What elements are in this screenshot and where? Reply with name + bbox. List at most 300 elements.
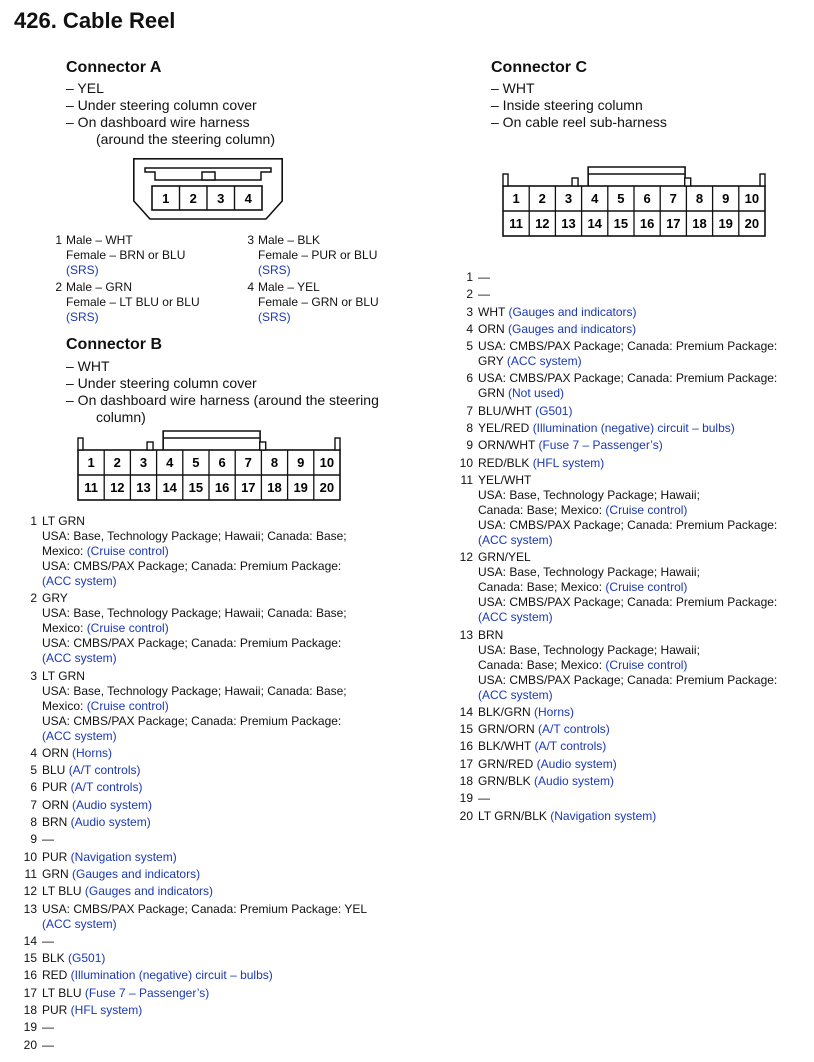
- pin-text: USA: CMBS/PAX Package; Canada: Premium Package:: [42, 713, 342, 728]
- connector-b-heading: Connector B: [66, 336, 162, 353]
- pin-description-line: [42, 798, 367, 813]
- connector-b-key-notch: [260, 442, 266, 450]
- detail-line: – On dashboard wire harness (around the steering: [66, 392, 379, 408]
- pin-circuit-link[interactable]: (SRS): [258, 263, 291, 277]
- terminal-label: 17: [666, 216, 681, 231]
- circuit-link[interactable]: (G501): [68, 951, 106, 966]
- connector-a-key: [202, 172, 215, 180]
- connector-b-corner-latch: [78, 438, 83, 450]
- terminal-label: 13: [561, 216, 576, 231]
- terminal-label: 2: [113, 455, 121, 470]
- pin-description-line: [42, 986, 367, 1001]
- pin-description-line: [42, 902, 367, 917]
- pin-number: 12: [23, 884, 37, 899]
- connector-c-pin-row: [458, 757, 777, 772]
- pin-description-line: [478, 305, 777, 320]
- circuit-link[interactable]: (Fuse 7 – Passenger’s): [538, 438, 663, 453]
- terminal-label: 1: [162, 191, 170, 206]
- connector-b-pin-row: [22, 968, 367, 983]
- terminal-label: 16: [639, 216, 655, 231]
- pin-description-line: [478, 438, 777, 453]
- pin-description-line: [42, 746, 367, 761]
- connector-b-details: [66, 358, 379, 426]
- circuit-link[interactable]: (Audio system): [534, 774, 615, 789]
- pin-number: 3: [247, 233, 254, 247]
- connector-c-details: [491, 80, 667, 131]
- terminal-label: 5: [192, 455, 200, 470]
- pin-number: 1: [30, 514, 37, 528]
- pin-text: —: [42, 933, 54, 948]
- pin-description-line: [478, 610, 777, 625]
- terminal-label: 9: [722, 191, 730, 206]
- pin-female: Female – BRN or BLU: [66, 248, 186, 262]
- detail-line: column): [96, 409, 146, 425]
- connector-c-corner-latch: [760, 174, 765, 186]
- pin-description-line: [42, 763, 367, 778]
- pin-description-line: [42, 832, 367, 847]
- connector-a-details: [66, 80, 275, 148]
- pin-description-line: [478, 371, 777, 386]
- pin-number: 4: [466, 321, 473, 336]
- pin-text: LT GRN: [42, 514, 85, 528]
- pin-number: 14: [459, 704, 473, 719]
- connector-b-pin-row: [22, 514, 367, 589]
- pin-text: LT GRN: [42, 668, 85, 683]
- pin-number: 14: [23, 933, 37, 948]
- pin-number: 6: [466, 371, 473, 386]
- connector-c-pin-row: [458, 270, 777, 285]
- connector-c-pin-row: [458, 774, 777, 789]
- pin-number: 4: [247, 280, 254, 294]
- connector-c-pin-row: [458, 421, 777, 436]
- circuit-link[interactable]: (Cruise control): [86, 698, 169, 713]
- pin-text: BLU: [42, 763, 69, 778]
- pin-text: GRY: [478, 354, 507, 369]
- pin-description-line: [42, 867, 367, 882]
- circuit-link[interactable]: (Gauges and indicators): [508, 321, 637, 336]
- pin-description-line: [478, 354, 777, 369]
- pin-number: 16: [23, 968, 37, 983]
- circuit-link[interactable]: (Illumination (negative) circuit – bulbs): [532, 421, 735, 436]
- pin-number: 3: [30, 668, 37, 683]
- terminal-label: 20: [744, 216, 760, 231]
- circuit-link[interactable]: (Gauges and indicators): [84, 884, 213, 899]
- pin-number: 13: [459, 627, 473, 642]
- terminal-label: 14: [162, 480, 177, 495]
- terminal-label: 18: [267, 480, 282, 495]
- pin-description-line: [42, 1020, 367, 1035]
- pin-number: 12: [459, 550, 473, 565]
- detail-line: – Inside steering column: [491, 97, 643, 113]
- pin-text: GRN/BLK: [478, 774, 535, 789]
- circuit-link[interactable]: (Cruise control): [605, 657, 688, 672]
- pin-text: USA: CMBS/PAX Package; Canada: Premium Package:: [478, 517, 778, 532]
- pin-description-line: [42, 951, 367, 966]
- pin-text: BLU/WHT: [478, 403, 536, 418]
- pin-text: YEL/WHT: [478, 472, 532, 487]
- circuit-link[interactable]: (Gauges and indicators): [72, 866, 201, 881]
- pin-number: 5: [30, 763, 37, 778]
- circuit-link[interactable]: (Gauges and indicators): [508, 304, 637, 319]
- connector-b-pin-row: [22, 591, 367, 666]
- pin-text: USA: CMBS/PAX Package; Canada: Premium Package: YEL: [42, 901, 368, 916]
- pin-text: Mexico:: [42, 698, 87, 713]
- connector-c-key-notch: [685, 178, 691, 186]
- pin-number: 18: [23, 1003, 37, 1018]
- circuit-link[interactable]: (ACC system): [478, 532, 553, 547]
- pin-female: Female – GRN or BLU: [258, 295, 379, 309]
- pin-description-line: [42, 815, 367, 830]
- pin-description-line: [42, 514, 367, 529]
- connector-b-pin-row: [22, 763, 367, 778]
- connector-c-corner-latch: [503, 174, 508, 186]
- circuit-link[interactable]: (ACC system): [42, 574, 117, 588]
- pin-description-line: [478, 580, 777, 595]
- circuit-link[interactable]: (Navigation system): [70, 849, 177, 864]
- circuit-link[interactable]: (ACC system): [506, 354, 582, 369]
- terminal-label: 5: [617, 191, 625, 206]
- connector-c-pin-row: [458, 473, 777, 548]
- pin-text: ORN: [478, 321, 508, 336]
- connector-b-pin-row: [22, 867, 367, 882]
- terminal-label: 6: [218, 455, 226, 470]
- pin-number: 10: [23, 849, 37, 864]
- pin-text: GRN: [42, 866, 72, 881]
- circuit-link[interactable]: (Illumination (negative) circuit – bulbs): [70, 968, 273, 983]
- pin-description-line: [42, 684, 367, 699]
- connector-c-pin-row: [458, 456, 777, 471]
- terminal-label: 4: [591, 191, 599, 206]
- pin-text: USA: Base, Technology Package; Hawaii; Canada: Base;: [42, 529, 347, 543]
- pin-text: —: [478, 270, 490, 284]
- terminal-label: 9: [297, 455, 305, 470]
- terminal-label: 3: [217, 191, 225, 206]
- connector-c-diagram: [502, 166, 767, 240]
- circuit-link[interactable]: (Cruise control): [86, 544, 169, 558]
- pin-description-line: [478, 473, 777, 488]
- terminal-label: 3: [564, 191, 573, 206]
- connector-b-pin-row: [22, 850, 367, 865]
- connector-a-pin-2: [52, 280, 242, 325]
- pin-text: LT GRN/BLK: [478, 808, 551, 823]
- connector-b-pin-row: [22, 798, 367, 813]
- terminal-label: 1: [512, 191, 520, 206]
- pin-text: RED/BLK: [478, 455, 533, 470]
- pin-text: BLK/WHT: [478, 739, 535, 754]
- circuit-link[interactable]: (Not used): [508, 386, 565, 401]
- pin-description-line: [42, 636, 367, 651]
- connector-b-pin-row: [22, 884, 367, 899]
- pin-number: 1: [55, 233, 62, 247]
- pin-circuit-link[interactable]: (SRS): [66, 310, 99, 324]
- pin-text: USA: Base, Technology Package; Hawaii; Canada: Base;: [42, 606, 347, 621]
- pin-number: 13: [23, 901, 37, 916]
- pin-description-line: [42, 1038, 367, 1053]
- terminal-label: 14: [587, 216, 602, 231]
- pin-number: 5: [466, 339, 473, 354]
- pin-text: BRN: [478, 627, 504, 642]
- pin-male: Male – YEL: [258, 280, 320, 294]
- connector-a-pin-1: [52, 233, 242, 278]
- pin-description-line: [478, 287, 777, 302]
- connector-c-pin-row: [458, 287, 777, 302]
- circuit-link[interactable]: (HFL system): [532, 455, 605, 470]
- pin-description-line: [42, 606, 367, 621]
- pin-text: USA: Base, Technology Package; Hawaii; Canada: Base;: [42, 683, 347, 698]
- connector-b-pin-row: [22, 669, 367, 744]
- pin-number: 17: [459, 756, 473, 771]
- pin-description-line: [42, 651, 367, 666]
- pin-number: 9: [30, 832, 37, 847]
- connector-b-pin-row: [22, 780, 367, 795]
- pin-text: LT BLU: [42, 884, 85, 899]
- terminal-label: 8: [270, 455, 279, 470]
- pin-number: 2: [55, 280, 62, 294]
- connector-b-key-notch: [147, 442, 153, 450]
- detail-line: – WHT: [66, 358, 110, 374]
- circuit-link[interactable]: (ACC system): [42, 728, 117, 743]
- connector-b-pin-row: [22, 746, 367, 761]
- connector-b-diagram: [77, 430, 342, 504]
- connector-a-heading: Connector A: [66, 59, 162, 76]
- connector-a-pin-4: [244, 280, 434, 325]
- pin-description-line: [478, 339, 777, 354]
- pin-description-line: [478, 533, 777, 548]
- circuit-link[interactable]: (Fuse 7 – Passenger’s): [84, 985, 210, 1000]
- pin-female: Female – LT BLU or BLU: [66, 295, 200, 309]
- connector-a-pin-3: [244, 233, 434, 278]
- terminal-label: 18: [692, 216, 707, 231]
- circuit-link[interactable]: (ACC system): [42, 651, 117, 666]
- pin-description-line: [478, 595, 777, 610]
- terminal-label: 4: [166, 455, 174, 470]
- pin-text: LT BLU: [42, 985, 85, 1000]
- connector-c-pin-row: [458, 322, 777, 337]
- terminal-label: 15: [613, 216, 629, 231]
- pin-description-line: [478, 503, 777, 518]
- pin-text: —: [42, 1037, 54, 1052]
- pin-text: Mexico:: [42, 621, 87, 636]
- pin-description-line: [478, 386, 777, 401]
- circuit-link[interactable]: (ACC system): [478, 610, 553, 625]
- pin-number: 18: [459, 774, 473, 789]
- pin-number: 20: [459, 808, 473, 823]
- detail-line: (around the steering column): [96, 131, 275, 147]
- pin-number: 7: [466, 403, 473, 418]
- connector-c-pin-row: [458, 550, 777, 625]
- pin-number: 11: [460, 472, 473, 487]
- pin-number: 6: [30, 780, 37, 795]
- terminal-label: 12: [110, 480, 125, 495]
- terminal-label: 19: [718, 216, 733, 231]
- pin-text: PUR: [42, 780, 71, 795]
- terminal-label: 12: [535, 216, 550, 231]
- pin-number: 2: [30, 591, 37, 606]
- connector-c-pin-row: [458, 628, 777, 703]
- connector-c-pin-row: [458, 438, 777, 453]
- circuit-link[interactable]: (Cruise control): [605, 580, 688, 595]
- pin-description-line: [42, 669, 367, 684]
- pin-circuit-link[interactable]: (SRS): [66, 263, 99, 277]
- detail-line: – YEL: [66, 80, 104, 96]
- pin-text: Mexico:: [42, 544, 87, 558]
- page-title: 426. Cable Reel: [14, 8, 176, 33]
- circuit-link[interactable]: (Audio system): [72, 797, 153, 812]
- pin-description-line: [42, 591, 367, 606]
- pin-text: USA: CMBS/PAX Package; Canada: Premium Package:: [42, 559, 342, 573]
- pin-number: 16: [459, 739, 473, 754]
- pin-description-line: [478, 322, 777, 337]
- pin-text: USA: CMBS/PAX Package; Canada: Premium Package:: [478, 672, 778, 687]
- pin-text: BLK: [42, 951, 69, 966]
- pin-number: 19: [459, 791, 473, 806]
- pin-number: 8: [466, 421, 473, 436]
- pin-description-line: [42, 1003, 367, 1018]
- circuit-link[interactable]: (Horns): [534, 704, 575, 719]
- pin-text: USA: CMBS/PAX Package; Canada: Premium Package:: [478, 339, 778, 354]
- circuit-link[interactable]: (Navigation system): [550, 808, 657, 823]
- circuit-link[interactable]: (Horns): [72, 745, 113, 760]
- detail-line: – Under steering column cover: [66, 375, 257, 391]
- pin-description-line: [478, 456, 777, 471]
- pin-number: 20: [23, 1037, 37, 1052]
- terminal-label: 1: [87, 455, 95, 470]
- terminal-label: 3: [139, 455, 148, 470]
- pin-number: 17: [23, 985, 37, 1000]
- pin-description-line: [42, 621, 367, 636]
- circuit-link[interactable]: (A/T controls): [68, 763, 141, 778]
- pin-number: 8: [30, 815, 37, 830]
- pin-text: USA: CMBS/PAX Package; Canada: Premium Package:: [478, 595, 778, 610]
- pin-text: GRN/RED: [478, 756, 537, 771]
- pin-description-line: [478, 673, 777, 688]
- pin-male: Male – BLK: [258, 233, 321, 247]
- pin-description-line: [42, 968, 367, 983]
- pin-number: 4: [30, 745, 37, 760]
- connector-c-pin-row: [458, 371, 777, 401]
- connector-b-corner-latch: [335, 438, 340, 450]
- pin-text: Canada: Base; Mexico:: [478, 657, 606, 672]
- pin-description-line: [478, 739, 777, 754]
- pin-number: 15: [23, 951, 37, 966]
- pin-description-line: [478, 658, 777, 673]
- circuit-link[interactable]: (A/T controls): [534, 739, 607, 754]
- circuit-link[interactable]: (HFL system): [70, 1003, 143, 1018]
- connector-b-pin-row: [22, 934, 367, 949]
- pin-description-line: [42, 574, 367, 589]
- pin-male: Male – WHT: [66, 233, 133, 247]
- pin-text: PUR: [42, 1003, 71, 1018]
- connector-b-pin-row: [22, 1020, 367, 1035]
- pin-circuit-link[interactable]: (SRS): [258, 310, 291, 324]
- connector-c-pin-list: [458, 270, 777, 826]
- detail-line: – WHT: [491, 80, 535, 96]
- circuit-link[interactable]: (Audio system): [536, 756, 617, 771]
- pin-number: 3: [466, 304, 473, 319]
- terminal-label: 4: [244, 191, 252, 206]
- pin-description-line: [478, 757, 777, 772]
- pin-text: YEL/RED: [478, 421, 533, 436]
- pin-description-line: [42, 780, 367, 795]
- connector-c-pin-row: [458, 739, 777, 754]
- pin-number: 1: [466, 270, 473, 284]
- connector-b-pin-row: [22, 902, 367, 932]
- circuit-link[interactable]: (A/T controls): [538, 722, 610, 737]
- pin-description-line: [478, 488, 777, 503]
- terminal-label: 10: [744, 191, 760, 206]
- pin-description-line: [478, 791, 777, 806]
- connector-c-key-notch: [572, 178, 578, 186]
- pin-text: GRY: [42, 591, 68, 606]
- pin-text: ORN: [42, 745, 72, 760]
- pin-description-line: [478, 421, 777, 436]
- terminal-label: 17: [241, 480, 256, 495]
- pin-description-line: [42, 559, 367, 574]
- pin-text: USA: Base, Technology Package; Hawaii;: [478, 642, 700, 657]
- pin-text: ORN/WHT: [478, 438, 539, 453]
- circuit-link[interactable]: (Cruise control): [86, 621, 169, 636]
- circuit-link[interactable]: (Cruise control): [605, 502, 688, 517]
- pin-text: USA: Base, Technology Package; Hawaii;: [478, 565, 700, 580]
- pin-text: —: [42, 1020, 54, 1035]
- circuit-link[interactable]: (ACC system): [478, 687, 553, 702]
- connector-b-pin-row: [22, 815, 367, 830]
- connector-c-pin-row: [458, 722, 777, 737]
- pin-description-line: [42, 934, 367, 949]
- pin-female: Female – PUR or BLU: [258, 248, 378, 262]
- pin-description-line: [478, 270, 777, 285]
- terminal-label: 20: [319, 480, 335, 495]
- circuit-link[interactable]: (G501): [535, 403, 573, 418]
- connector-b-pin-row: [22, 1003, 367, 1018]
- pin-text: GRN: [478, 386, 508, 401]
- terminal-label: 19: [293, 480, 308, 495]
- pin-description-line: [42, 529, 367, 544]
- pin-description-line: [478, 705, 777, 720]
- pin-text: USA: Base, Technology Package; Hawaii;: [478, 487, 700, 502]
- connector-b-pin-row: [22, 832, 367, 847]
- pin-text: —: [478, 287, 490, 302]
- connector-a-diagram: [133, 158, 283, 220]
- pin-description-line: [478, 404, 777, 419]
- pin-description-line: [42, 544, 367, 559]
- pin-number: 11: [24, 866, 37, 881]
- pin-description-line: [42, 917, 367, 932]
- pin-description-line: [478, 722, 777, 737]
- circuit-link[interactable]: (A/T controls): [70, 780, 143, 795]
- pin-description-line: [42, 714, 367, 729]
- terminal-label: 2: [189, 191, 197, 206]
- pin-description-line: [478, 550, 777, 565]
- pin-text: WHT: [478, 304, 509, 319]
- circuit-link[interactable]: (Audio system): [70, 815, 151, 830]
- detail-line: – Under steering column cover: [66, 97, 257, 113]
- terminal-label: 11: [84, 480, 98, 495]
- pin-male: Male – GRN: [66, 280, 133, 294]
- pin-text: Canada: Base; Mexico:: [478, 502, 606, 517]
- pin-text: USA: CMBS/PAX Package; Canada: Premium Package:: [42, 636, 342, 651]
- circuit-link[interactable]: (ACC system): [42, 916, 117, 931]
- pin-text: USA: CMBS/PAX Package; Canada: Premium Package:: [478, 371, 778, 386]
- connector-b-pin-row: [22, 951, 367, 966]
- pin-description-line: [478, 774, 777, 789]
- pin-number: 7: [30, 797, 37, 812]
- terminal-label: 7: [244, 455, 252, 470]
- pin-text: ORN: [42, 797, 72, 812]
- terminal-label: 16: [214, 480, 230, 495]
- pin-number: 10: [459, 455, 473, 470]
- terminal-label: 13: [136, 480, 151, 495]
